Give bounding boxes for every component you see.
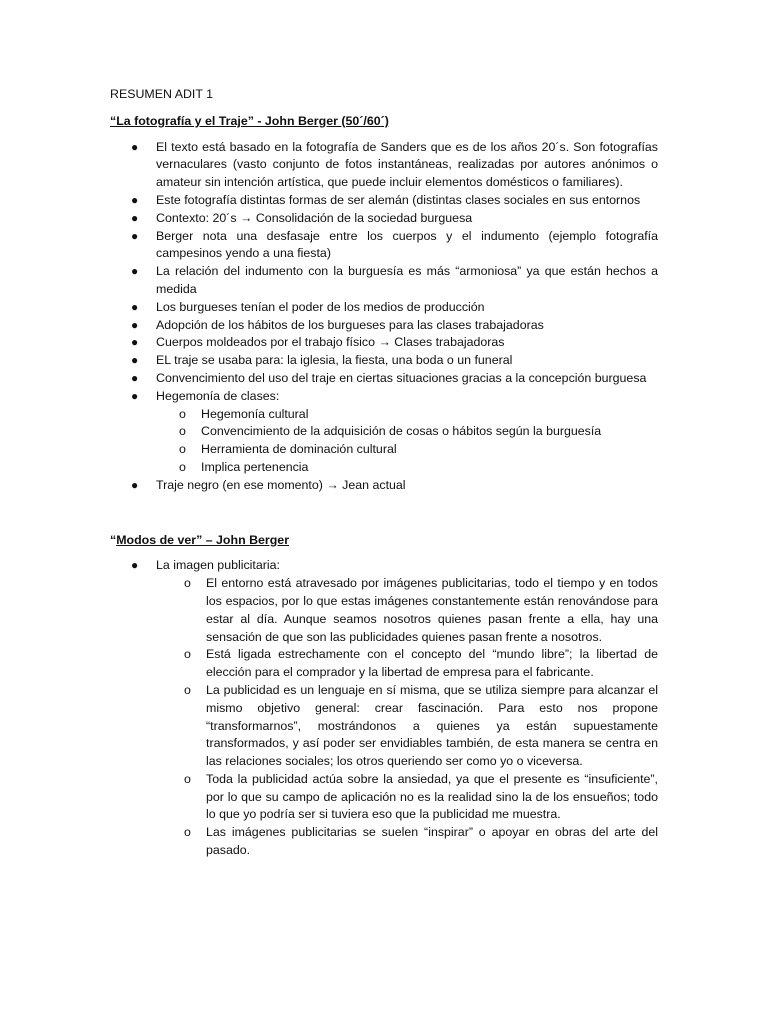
list-item bbox=[110, 192, 658, 210]
list-item bbox=[110, 370, 658, 388]
list-item bbox=[110, 477, 658, 495]
section-spacer bbox=[110, 495, 658, 523]
section-heading-text: “La fotografía y el Traje” - John Berger (50´/60´) bbox=[110, 113, 389, 128]
bullet-icon: ● bbox=[131, 353, 139, 368]
list-item bbox=[110, 334, 658, 352]
bullet-icon: ● bbox=[131, 264, 139, 279]
document-title: RESUMEN ADIT 1 bbox=[110, 87, 214, 101]
bullet-icon: ● bbox=[131, 228, 139, 243]
list-item-text: Traje negro (en ese momento) → Jean actual bbox=[156, 477, 406, 492]
sub-list-item bbox=[156, 459, 658, 477]
sub-list-item-text: Toda la publicidad actúa sobre la ansiedad, ya que el presente es “insuficiente”, por lo que su campo de aplicación no es la realidad sino la de los ensueños; todo lo que yo podría ser si tuviera eso que la publicidad me muestra. bbox=[206, 771, 658, 822]
sub-list-item-text: Herramienta de dominación cultural bbox=[201, 442, 397, 457]
circle-bullet-icon: o bbox=[179, 406, 186, 421]
list-item bbox=[110, 228, 658, 264]
bullet-list-modos-de-ver bbox=[110, 557, 658, 860]
circle-bullet-icon: o bbox=[179, 424, 186, 439]
sub-list-item-text: Implica pertenencia bbox=[201, 459, 309, 474]
list-item bbox=[110, 388, 658, 477]
bullet-icon: ● bbox=[131, 317, 139, 332]
sub-list-item-text: Las imágenes publicitarias se suelen “inspirar” o apoyar en obras del arte del pasado. bbox=[206, 825, 658, 858]
section-heading-text: Modos de ver” – John Berger bbox=[116, 532, 290, 547]
section-heading-modos-de-ver bbox=[110, 532, 658, 550]
sub-list-imagen-publicitaria bbox=[156, 575, 658, 860]
sub-list-item bbox=[156, 406, 658, 424]
list-item bbox=[110, 299, 658, 317]
bullet-list-fotografia bbox=[110, 139, 658, 495]
sub-list-item-text: La publicidad es un lenguaje en sí misma, que se utiliza siempre para alcanzar el mismo objetivo general: crear fascinación. Para esto nos propone “transformarnos”, mostrándonos a quienes ya están supuestamente transformados, y así poder ser envidiables también, de esta manera se centra en las relaciones sociales; los otros queriendo ser como yo o viceversa. bbox=[206, 682, 658, 769]
bullet-icon: ● bbox=[131, 299, 139, 314]
circle-bullet-icon: o bbox=[184, 771, 191, 786]
circle-bullet-icon: o bbox=[184, 576, 191, 591]
section-heading-quote: “ bbox=[110, 532, 117, 547]
list-item-text: Convencimiento del uso del traje en ciertas situaciones gracias a la concepción burguesa bbox=[156, 370, 647, 385]
circle-bullet-icon: o bbox=[184, 647, 191, 662]
list-item bbox=[110, 557, 658, 860]
list-item-text: Los burgueses tenían el poder de los medios de producción bbox=[156, 299, 485, 314]
section-heading-fotografia bbox=[110, 113, 658, 131]
sub-list-item bbox=[156, 441, 658, 459]
list-item-text: EL traje se usaba para: la iglesia, la fiesta, una boda o un funeral bbox=[156, 353, 513, 368]
circle-bullet-icon: o bbox=[184, 825, 191, 840]
sub-list-item bbox=[156, 423, 658, 441]
sub-list-hegemonia bbox=[156, 406, 658, 477]
list-item-text: La imagen publicitaria: bbox=[156, 558, 280, 573]
sub-list-item bbox=[156, 646, 658, 682]
bullet-icon: ● bbox=[131, 558, 139, 573]
list-item bbox=[110, 352, 658, 370]
sub-list-item bbox=[156, 575, 658, 646]
list-item-text: Cuerpos moldeados por el trabajo físico → Clases trabajadoras bbox=[156, 335, 505, 350]
list-item bbox=[110, 263, 658, 299]
document-page bbox=[110, 86, 658, 860]
list-item-text: Hegemonía de clases: bbox=[156, 388, 280, 403]
list-item-text: Adopción de los hábitos de los burgueses para las clases trabajadoras bbox=[156, 317, 544, 332]
bullet-icon: ● bbox=[131, 370, 139, 385]
bullet-icon: ● bbox=[131, 192, 139, 207]
list-item bbox=[110, 139, 658, 192]
sub-list-item-text: El entorno está atravesado por imágenes publicitarias, todo el tiempo y en todos los espacios, por lo que estas imágenes constantemente están renovándose para estar al día. Aunque seamos nosotros quienes pasan frente a ella, hay una sensación de que son las publicidades quienes pasan frente a nosotros. bbox=[206, 576, 658, 644]
circle-bullet-icon: o bbox=[179, 442, 186, 457]
list-item bbox=[110, 317, 658, 335]
bullet-icon: ● bbox=[131, 388, 139, 403]
bullet-icon: ● bbox=[131, 335, 139, 350]
circle-bullet-icon: o bbox=[179, 459, 186, 474]
list-item-text: Este fotografía distintas formas de ser alemán (distintas clases sociales en sus entornos bbox=[156, 192, 641, 207]
list-item bbox=[110, 210, 658, 228]
sub-list-item-text: Hegemonía cultural bbox=[201, 406, 309, 421]
sub-list-item-text: Convencimiento de la adquisición de cosas o hábitos según la burguesía bbox=[201, 424, 602, 439]
bullet-icon: ● bbox=[131, 139, 139, 154]
list-item-text: La relación del indumento con la burguesía es más “armoniosa” ya que están hechos a medida bbox=[156, 264, 658, 296]
list-item-text: Berger nota una desfasaje entre los cuerpos y el indumento (ejemplo fotografía campesinos yendo a una fiesta) bbox=[156, 228, 658, 261]
circle-bullet-icon: o bbox=[184, 682, 191, 697]
sub-list-item bbox=[156, 771, 658, 824]
list-item-text: Contexto: 20´s → Consolidación de la sociedad burguesa bbox=[156, 210, 473, 225]
sub-list-item bbox=[156, 682, 658, 771]
sub-list-item bbox=[156, 824, 658, 860]
bullet-icon: ● bbox=[131, 477, 139, 492]
bullet-icon: ● bbox=[131, 210, 139, 225]
sub-list-item-text: Está ligada estrechamente con el concepto del “mundo libre”; la libertad de elección para el comprador y la libertad de empresa para el fabricante. bbox=[206, 647, 658, 680]
list-item-text: El texto está basado en la fotografía de Sanders que es de los años 20´s. Son fotografías vernaculares (vasto conjunto de fotos instantáneas, realizadas por autores anónimos o amateur sin intención artística, que puede incluir elementos domésticos o familiares). bbox=[156, 139, 658, 190]
